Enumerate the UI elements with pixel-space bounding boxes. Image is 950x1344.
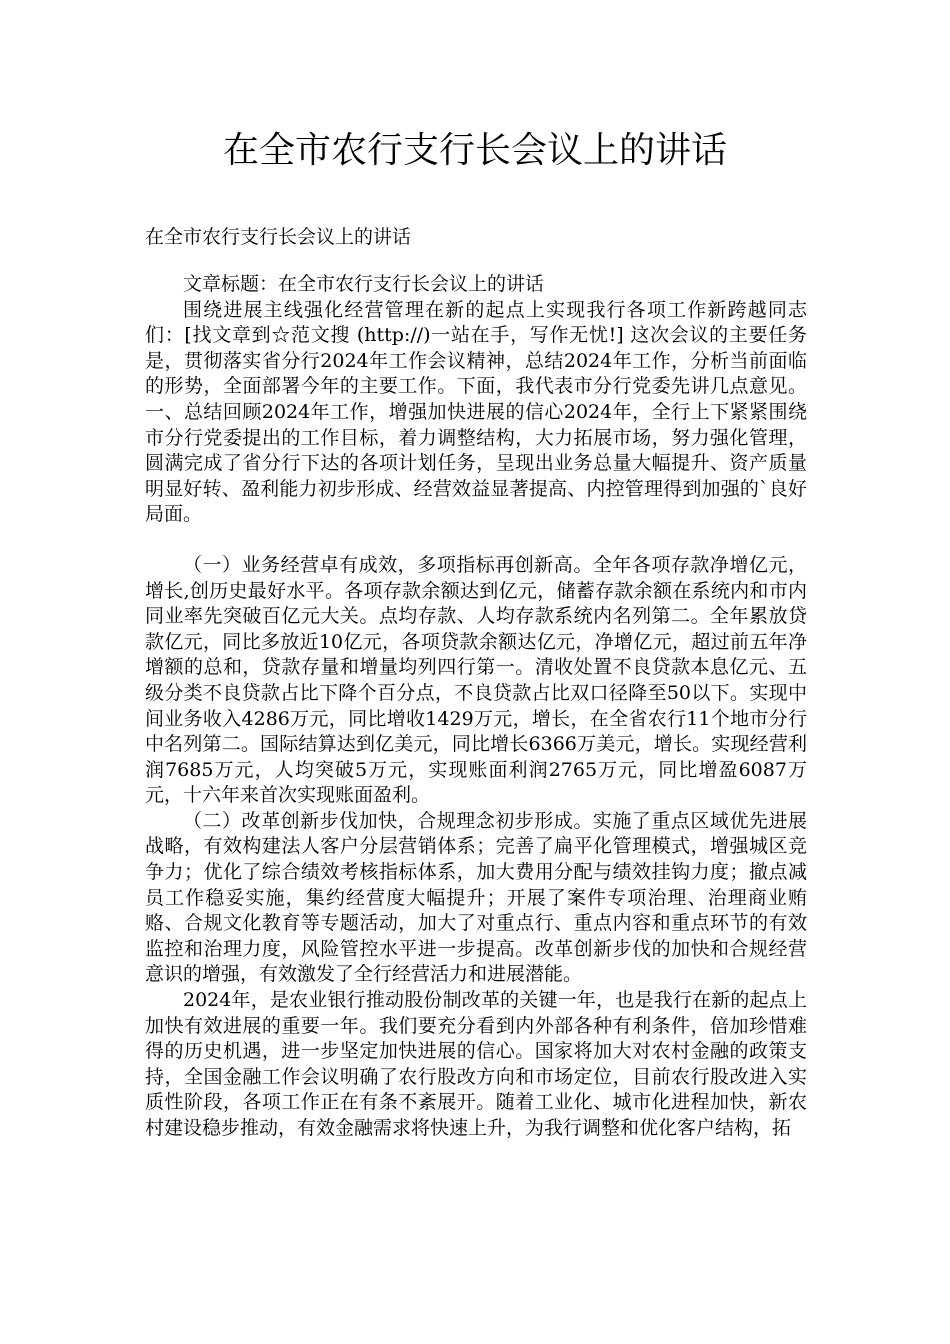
body-paragraph: 2024年，是农业银行推动股份制改革的关键一年，也是我行在新的起点上加快有效进展的重要一年。我们要充分看到内外部各种有利条件，倍加珍惜难得的历史机遇，进一步坚定加快进展的信心。国家将加大对农村金融的政策支持，全国金融工作会议明确了农行股改方向和市场定位，目前农行股改进入实质性阶段，各项工作正在有条不紊展开。随着工业化、城市化进程加快，新农村建设稳步推动，有效金融需求将快速上升，为我行调整和优化客户结构，拓 [145, 989, 807, 1139]
document-title: 在全市农行支行长会议上的讲话 [222, 130, 727, 171]
document-body [145, 272, 807, 1142]
article-title-line: 文章标题：在全市农行支行长会议上的讲话 [183, 273, 545, 295]
body-paragraph: （二）改革创新步伐加快，合规理念初步形成。实施了重点区域优先进展战略，有效构建法人客户分层营销体系；完善了扁平化管理模式，增强城区竞争力；优化了综合绩效考核指标体系，加大费用分配与绩效挂钩力度；撤点减员工作稳妥实施，集约经营度大幅提升；开展了案件专项治理、治理商业贿赂、合规文化教育等专题活动，加大了对重点行、重点内容和重点环节的有效监控和治理力度，风险管控水平进一步提高。改革创新步伐的加快和合规经营意识的增强，有效激发了全行经营活力和进展潜能。 [145, 809, 807, 986]
body-paragraph: 围绕进展主线强化经营管理在新的起点上实现我行各项工作新跨越同志们：[找文章到☆范文搜 (http://)一站在手，写作无忧!] 这次会议的主要任务是，贯彻落实省分行2024年工作会议精神，总结2024年工作，分析当前面临的形势，全面部署今年的主要工作。下面，我代表市分行党委先讲几点意见。一、总结回顾2024年工作，增强加快进展的信心2024年，全行上下紧紧围绕市分行党委提出的工作目标，着力调整结构，大力拓展市场，努力强化管理，圆满完成了省分行下达的各项计划任务，呈现出业务总量大幅提升、资产质量明显好转、盈利能力初步形成、经营效益显著提高、内控管理得到加强的`良好局面。 [145, 298, 807, 526]
document-subtitle: 在全市农行支行长会议上的讲话 [145, 226, 412, 248]
body-paragraph: （一）业务经营卓有成效，多项指标再创新高。全年各项存款净增亿元，增长,创历史最好水平。各项存款余额达到亿元，储蓄存款余额在系统内和市内同业率先突破百亿元大关。点均存款、人均存款系统内名列第二。全年累放贷款亿元，同比多放近10亿元，各项贷款余额达亿元，净增亿元，超过前五年净增额的总和，贷款存量和增量均列四行第一。清收处置不良贷款本息亿元、五级分类不良贷款占比下降个百分点，不良贷款占比双口径降至50以下。实现中间业务收入4286万元，同比增收1429万元，增长，在全省农行11个地市分行中名列第二。国际结算达到亿美元，同比增长6366万美元，增长。实现经营利润7685万元，人均突破5万元，实现账面利润2765万元，同比增盈6087万元，十六年来首次实现账面盈利。 [145, 553, 807, 807]
